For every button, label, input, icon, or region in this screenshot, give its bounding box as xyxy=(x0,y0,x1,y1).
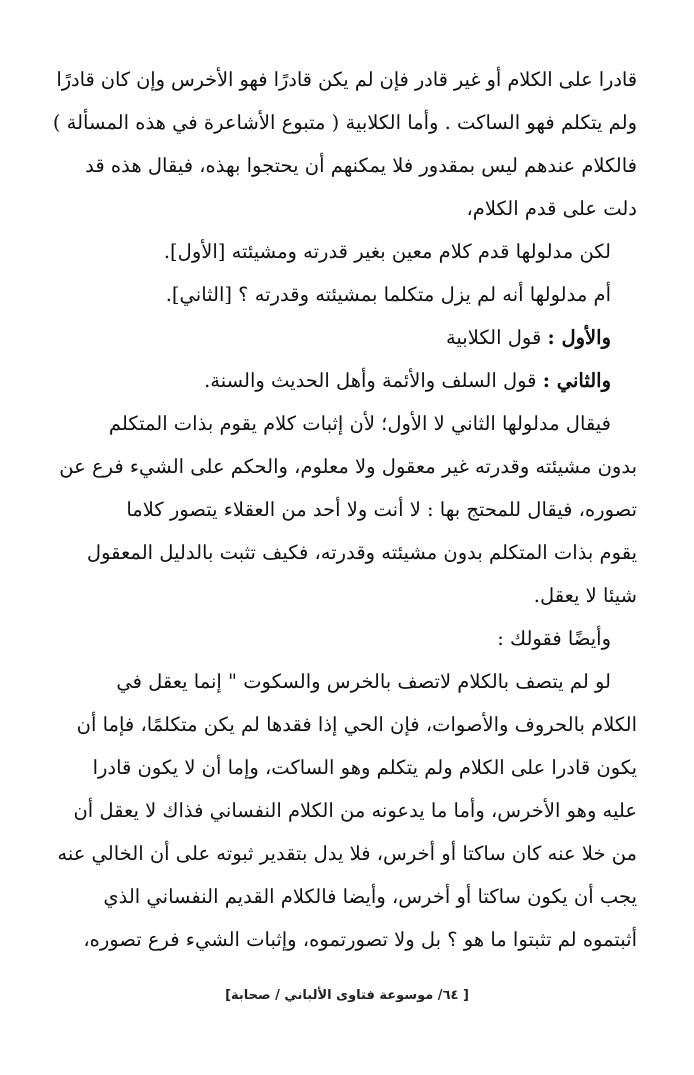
text-line: قادرا على الكلام أو غير قادر فإن لم يكن قادرًا فهو الأخرس وإن كان قادرًا xyxy=(56,68,637,91)
text-line: دلت على قدم الكلام، xyxy=(466,197,637,220)
text-line: يكون قادرا على الكلام ولم يتكلم وهو الساكت، وإما أن لا يكون قادرا xyxy=(92,756,637,779)
page-footer: [ ٦٤/ موسوعة فتاوى الألباني / صحابة] xyxy=(225,988,469,1003)
text-line: لو لم يتصف بالكلام لاتصف بالخرس والسكوت " إنما يعقل في xyxy=(116,670,611,693)
text-line: بدون مشيئته وقدرته غير معقول ولا معلوم، والحكم على الشيء فرع عن xyxy=(59,455,637,478)
text-line: من خلا عنه كان ساكتا أو أخرس، فلا يدل بتقدير ثبوته على أن الخالي عنه xyxy=(57,842,637,865)
text-line: عليه وهو الأخرس، وأما ما يدعونه من الكلام النفساني فذاك لا يعقل أن xyxy=(73,799,637,822)
text-line: يقوم بذات المتكلم بدون مشيئته وقدرته، فكيف تثبت بالدليل المعقول xyxy=(86,541,637,564)
text-line: أم مدلولها أنه لم يزل متكلما بمشيئته وقدرته ؟ [الثاني]. xyxy=(165,283,611,306)
text-line: يجب أن يكون ساكتا أو أخرس، وأيضا فالكلام القديم النفساني الذي xyxy=(103,885,637,908)
text-line: لكن مدلولها قدم كلام معين بغير قدرته ومشيئته [الأول]. xyxy=(163,240,611,263)
body-text xyxy=(51,58,637,961)
text-line xyxy=(51,359,637,402)
first-opinion-text: قول الكلابية xyxy=(445,326,542,349)
first-opinion-label: والأول : xyxy=(547,326,611,349)
text-line: ولم يتكلم فهو الساكت . وأما الكلابية ( متبوع الأشاعرة في هذه المسألة ) xyxy=(52,111,637,134)
text-line: وأيضًا فقولك : xyxy=(497,627,611,650)
text-line: فيقال مدلولها الثاني لا الأول؛ لأن إثبات كلام يقوم بذات المتكلم xyxy=(108,412,611,435)
text-line: فالكلام عندهم ليس بمقدور فلا يمكنهم أن يحتجوا بهذه، فيقال هذه قد xyxy=(85,154,637,177)
text-line: شيئا لا يعقل. xyxy=(533,584,637,607)
text-line: تصوره، فيقال للمحتج بها : لا أنت ولا أحد من العقلاء يتصور كلاما xyxy=(126,498,637,521)
text-line: أثبتموه لم تثبتوا ما هو ؟ بل ولا تصورتموه، وإثبات الشيء فرع تصوره، xyxy=(83,928,637,951)
second-opinion-text: قول السلف والأئمة وأهل الحديث والسنة. xyxy=(204,369,537,392)
text-line: الكلام بالحروف والأصوات، فإن الحي إذا فقدها لم يكن متكلمًا، فإما أن xyxy=(76,713,637,736)
second-opinion-label: والثاني : xyxy=(542,369,611,392)
text-line xyxy=(51,316,637,359)
